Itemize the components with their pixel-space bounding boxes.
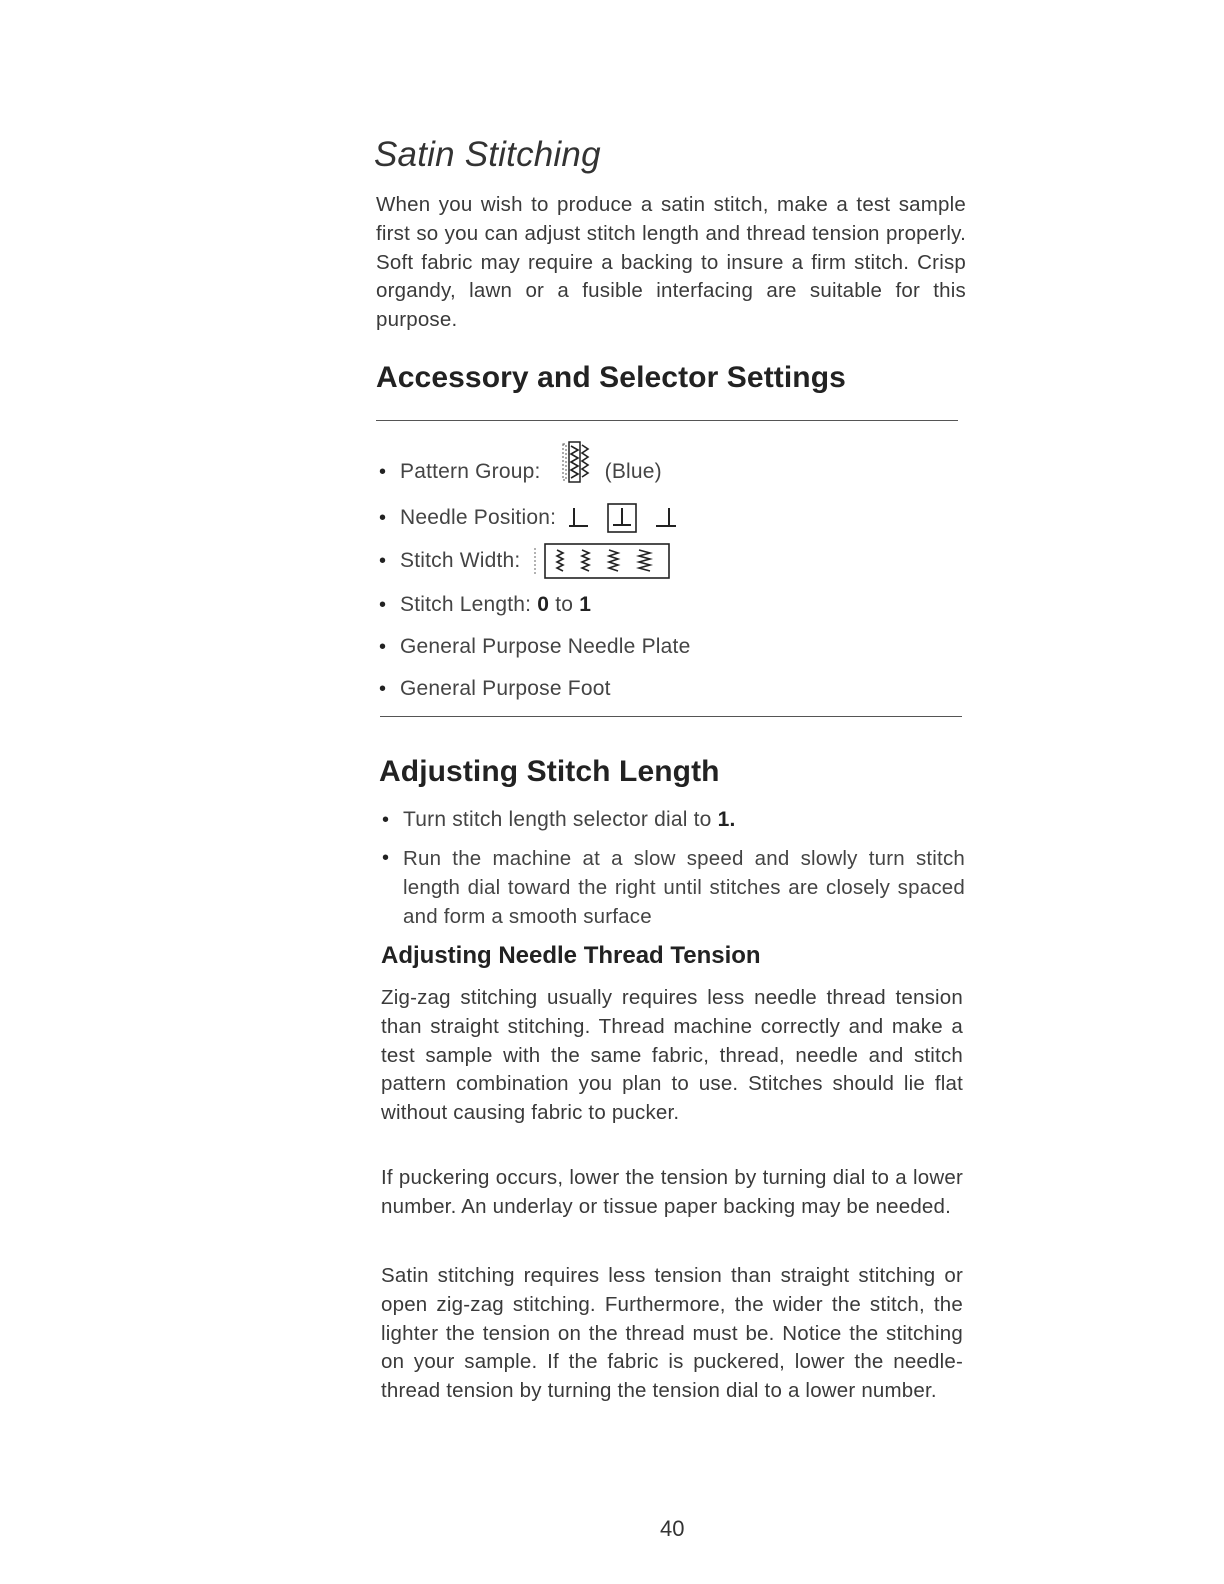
tension-heading: Adjusting Needle Thread Tension: [381, 942, 761, 969]
needle-plate-text: General Purpose Needle Plate: [400, 635, 691, 658]
tension-paragraph-1: Zig-zag stitching usually requires less needle thread tension than straight stitching. Thread machine correctly and make a test sample with the same fabric, thread, needle and stitch pattern combination you plan to use. Stitches should lie flat without causing fabric to pucker.: [381, 986, 963, 1125]
stitch-width-label: Stitch Width:: [400, 549, 521, 572]
adjust-length-bullet-1-value: 1.: [717, 808, 736, 831]
pattern-group-label: Pattern Group:: [400, 460, 541, 483]
adjust-length-bullet-1: [379, 806, 965, 834]
needle-position-left-icon: [568, 505, 590, 531]
needle-plate-item: [376, 622, 966, 664]
bullet: •: [379, 550, 387, 572]
bullet: •: [379, 507, 387, 529]
adjust-length-list: [379, 806, 965, 931]
adjust-length-bullet-1-text: Turn stitch length selector dial to: [403, 808, 718, 831]
tension-paragraph-3: Satin stitching requires less tension than straight stitching or open zig-zag stitching. Furthermore, the wider the stitch, the lighter the tension on the thread must be. Notice the stitching on your sample. If the fabric is puckered, lower the needle-thread tension by turning the tension dial to a lower number.: [381, 1264, 963, 1403]
stitch-width-icon: [531, 542, 671, 580]
foot-item: [376, 664, 966, 706]
needle-position-center-icon: [606, 502, 638, 534]
settings-list: [376, 438, 966, 706]
settings-top-rule: [376, 420, 958, 421]
bullet: •: [379, 636, 387, 658]
needle-position-right-icon: [652, 505, 678, 531]
adjust-length-heading: Adjusting Stitch Length: [379, 755, 720, 788]
stitch-length-to: 1: [579, 593, 592, 616]
stitch-length-label: Stitch Length:: [400, 593, 532, 616]
settings-heading: Accessory and Selector Settings: [376, 361, 846, 394]
pattern-group-item: [376, 438, 966, 498]
foot-text: General Purpose Foot: [400, 677, 611, 700]
needle-position-label: Needle Position:: [400, 506, 557, 529]
satin-stitching-title: Satin Stitching: [374, 135, 601, 174]
bullet: •: [382, 847, 390, 869]
satin-stitching-text: When you wish to produce a satin stitch, make a test sample first so you can adjust stitch length and thread tension properly. Soft fabric may require a backing to insure a firm stitch. Crisp organdy, lawn or a fusible interfacing are suitable for this purpose.: [376, 193, 966, 332]
stitch-length-item: [376, 580, 966, 622]
bullet: •: [379, 594, 387, 616]
bullet: •: [382, 809, 390, 831]
adjust-length-bullet-2-text: Run the machine at a slow speed and slowly turn stitch length dial toward the right until stitches are closely spaced and form a smooth surface: [403, 847, 965, 928]
bullet: •: [379, 678, 387, 700]
pattern-group-value: (Blue): [604, 460, 662, 483]
tension-paragraph-2: If puckering occurs, lower the tension by turning dial to a lower number. An underlay or tissue paper backing may be needed.: [381, 1166, 963, 1218]
needle-position-item: [376, 498, 966, 538]
stitch-width-item: [376, 538, 966, 580]
adjust-length-bullet-2: [379, 844, 965, 931]
bullet: •: [379, 461, 387, 483]
stitch-length-to-word: to: [555, 593, 574, 616]
settings-bottom-rule: [380, 716, 962, 717]
pattern-group-icon: [561, 440, 591, 484]
stitch-length-from: 0: [537, 593, 550, 616]
page-number: 40: [660, 1516, 685, 1541]
